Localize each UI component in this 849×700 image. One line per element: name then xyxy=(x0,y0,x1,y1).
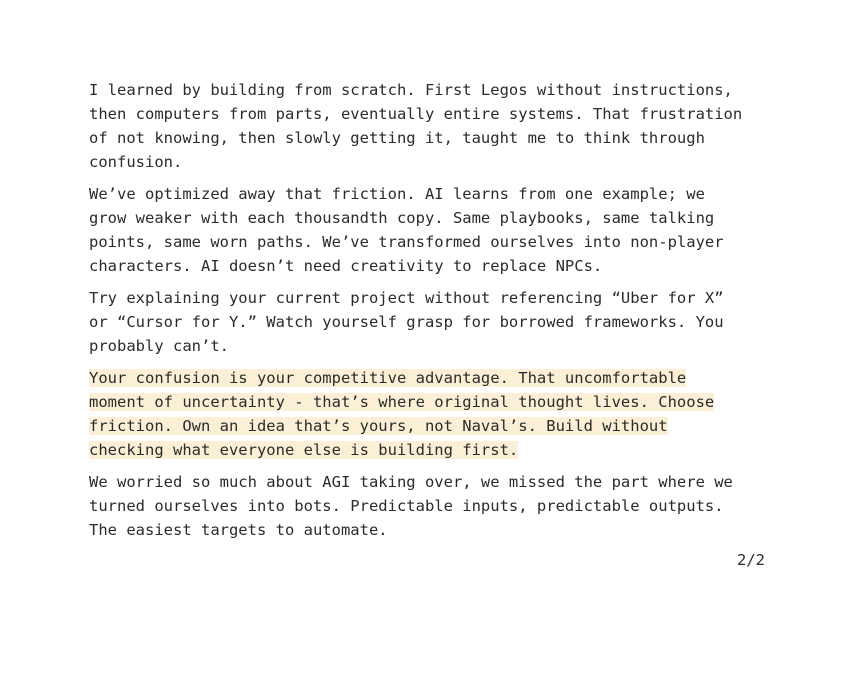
document-body xyxy=(89,78,789,550)
highlighted-text: Your confusion is your competitive advantage. That uncomfortable moment of uncertainty - that’s where original thought lives. Choose friction. Own an idea that’s yours, not Naval’s. Build without checking what everyone else is building first. xyxy=(89,369,715,459)
paragraph-explain-project: Try explaining your current project without referencing “Uber for X” or “Cursor for Y.” Watch yourself grasp for borrowed frameworks. You probably can’t. xyxy=(89,289,724,355)
paragraph-learning-by-building: I learned by building from scratch. First Legos without instructions, then computers from parts, eventually entire systems. That frustration of not knowing, then slowly getting it, taught me to think through confusion. xyxy=(89,81,743,171)
page-number: 2/2 xyxy=(737,551,765,569)
paragraph-optimized-friction: We’ve optimized away that friction. AI learns from one example; we grow weaker with each thousandth copy. Same playbooks, same talking points, same worn paths. We’ve transformed ourselves into non-player characters. AI doesn’t need creativity to replace NPCs. xyxy=(89,185,724,275)
paragraph-highlighted-confusion-advantage xyxy=(89,366,789,462)
paragraph-agi-bots: We worried so much about AGI taking over, we missed the part where we turned ourselves into bots. Predictable inputs, predictable outputs. The easiest targets to automate. xyxy=(89,473,733,539)
